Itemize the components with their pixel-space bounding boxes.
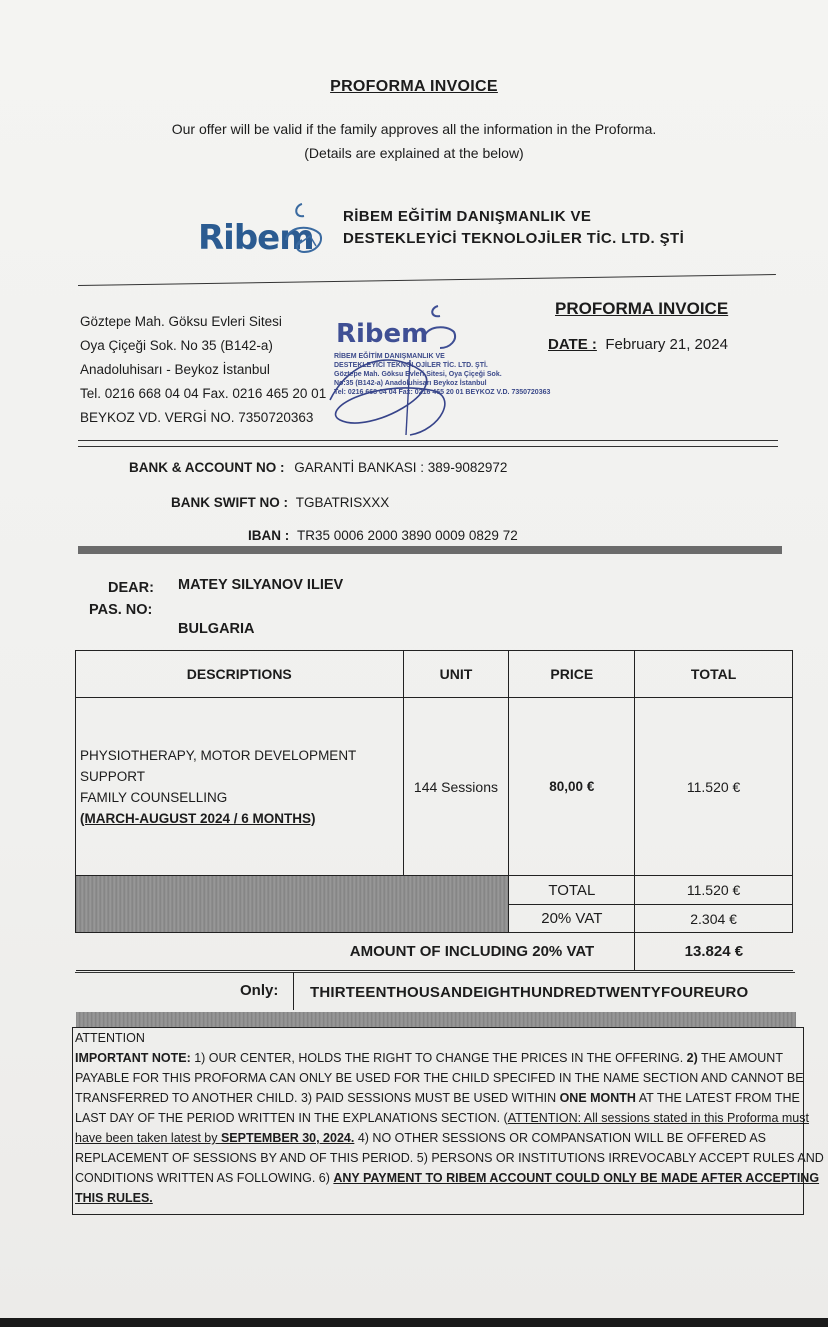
grand-total-label: AMOUNT OF INCLUDING 20% VAT — [76, 933, 635, 971]
note-line: CONDITIONS WRITTEN AS FOLLOWING. 6) ANY PAYMENT TO RIBEM ACCOUNT COULD ONLY BE MADE AFTER ACCEPTING — [75, 1171, 820, 1185]
passport-label: PAS. NO: — [89, 602, 153, 618]
shaded-area — [76, 876, 509, 933]
divider — [78, 440, 778, 441]
only-label: Only: — [240, 982, 279, 999]
logo-mark-icon — [280, 200, 326, 262]
amount-in-words: THIRTEENTHOUSANDEIGHTHUNDREDTWENTYFOUREURO — [310, 984, 749, 1001]
subtotal-label: TOTAL — [509, 876, 635, 905]
grand-total-value: 13.824 € — [635, 933, 793, 971]
subtotal-value: 11.520 € — [635, 876, 793, 905]
item-price: 80,00 € — [509, 698, 635, 876]
section-divider-bar — [76, 1012, 796, 1028]
invoice-title: PROFORMA INVOICE — [555, 299, 729, 318]
signature-icon — [310, 340, 540, 440]
col-total: TOTAL — [635, 651, 793, 698]
offer-line-1: Our offer will be valid if the family approves all the information in the Proforma. — [171, 121, 657, 137]
divider — [78, 274, 776, 286]
company-name: RİBEM EĞİTİM DANIŞMANLIK VE DESTEKLEYİCİ TEKNOLOJİLER TİC. LTD. ŞTİ — [343, 208, 685, 247]
note-line: PAYABLE FOR THIS PROFORMA CAN ONLY BE USED FOR THE CHILD SPECIFED IN THE NAME SECTION AND CANNOT BE — [75, 1071, 804, 1085]
grand-total-row — [76, 933, 793, 971]
table-row — [76, 698, 793, 876]
recipient-country: BULGARIA — [178, 621, 255, 637]
note-line: IMPORTANT NOTE: 1) OUR CENTER, HOLDS THE RIGHT TO CHANGE THE PRICES IN THE OFFERING. 2) THE AMOUNT — [75, 1051, 783, 1065]
bank-account: BANK & ACCOUNT NO : GARANTİ BANKASI : 389-9082972 — [129, 460, 508, 475]
subtotal-row — [76, 876, 793, 905]
note-line: LAST DAY OF THE PERIOD WRITTEN IN THE EXPLANATIONS SECTION. (ATTENTION: All sessions stated in this Proforma must — [75, 1111, 809, 1125]
recipient-name: MATEY SILYANOV ILIEV — [178, 577, 344, 593]
bank-iban: IBAN : TR35 0006 2000 3890 0009 0829 72 — [248, 528, 518, 543]
divider — [293, 972, 294, 1010]
items-table — [75, 650, 793, 971]
item-unit: 144 Sessions — [403, 698, 509, 876]
invoice-date: DATE : February 21, 2024 — [548, 336, 728, 353]
attention-box — [72, 1027, 824, 1215]
company-stamp: Ribem RİBEM EĞİTİM DANIŞMANLIK VE DESTEKLEYİCİ TEKNOLOJİLER TİC. LTD. ŞTİ. Göztepe Mah. Göksu Evleri Sitesi, Oya Çiçeği Sok. No:35 (B142-a) Anadoluhisarı Beykoz İstanbul Tel: 0216 668 04 04 Fax: 0216 465 20 01 BEYKOZ V.D. 7350720363 — [310, 300, 540, 440]
offer-line-2: (Details are explained at the below) — [304, 145, 524, 161]
company-address: Göztepe Mah. Göksu Evleri Sitesi Oya Çiçeği Sok. No 35 (B142-a) Anadoluhisarı - Beykoz İstanbul Tel. 0216 668 04 04 Fax. 0216 465 20 01 BEYKOZ VD. VERGİ NO. 7350720363 — [80, 314, 327, 425]
dear-label: DEAR: — [108, 580, 154, 596]
vat-label: 20% VAT — [509, 905, 635, 933]
vat-value: 2.304 € — [635, 905, 793, 933]
item-total: 11.520 € — [635, 698, 793, 876]
item-description: PHYSIOTHERAPY, MOTOR DEVELOPMENT SUPPORT FAMILY COUNSELLING (MARCH-AUGUST 2024 / 6 MONTHS) — [76, 698, 404, 876]
document-title: PROFORMA INVOICE — [330, 78, 498, 95]
attention-title: ATTENTION — [75, 1031, 145, 1045]
divider — [75, 972, 795, 973]
col-descriptions: DESCRIPTIONS — [76, 651, 404, 698]
bank-swift: BANK SWIFT NO : TGBATRISXXX — [171, 495, 390, 510]
note-line: TRANSFERRED TO ANOTHER CHILD. 3) PAID SESSIONS MUST BE USED WITHIN ONE MONTH AT THE LATEST FROM THE — [75, 1091, 800, 1105]
col-unit: UNIT — [403, 651, 509, 698]
table-header-row — [76, 651, 793, 698]
col-price: PRICE — [509, 651, 635, 698]
note-line: REPLACEMENT OF SESSIONS BY AND OF THIS PERIOD. 5) PERSONS OR INSTITUTIONS IRREVOCABLY ACCEPT RULES AND — [75, 1151, 824, 1165]
divider — [78, 446, 778, 447]
section-divider-bar — [78, 546, 782, 554]
note-line: THIS RULES. — [75, 1191, 153, 1205]
company-logo: Ribem — [198, 218, 314, 258]
note-line: have been taken latest by SEPTEMBER 30, 2024. 4) NO OTHER SESSIONS OR COMPANSATION WILL BE OFFERED AS — [75, 1131, 766, 1145]
